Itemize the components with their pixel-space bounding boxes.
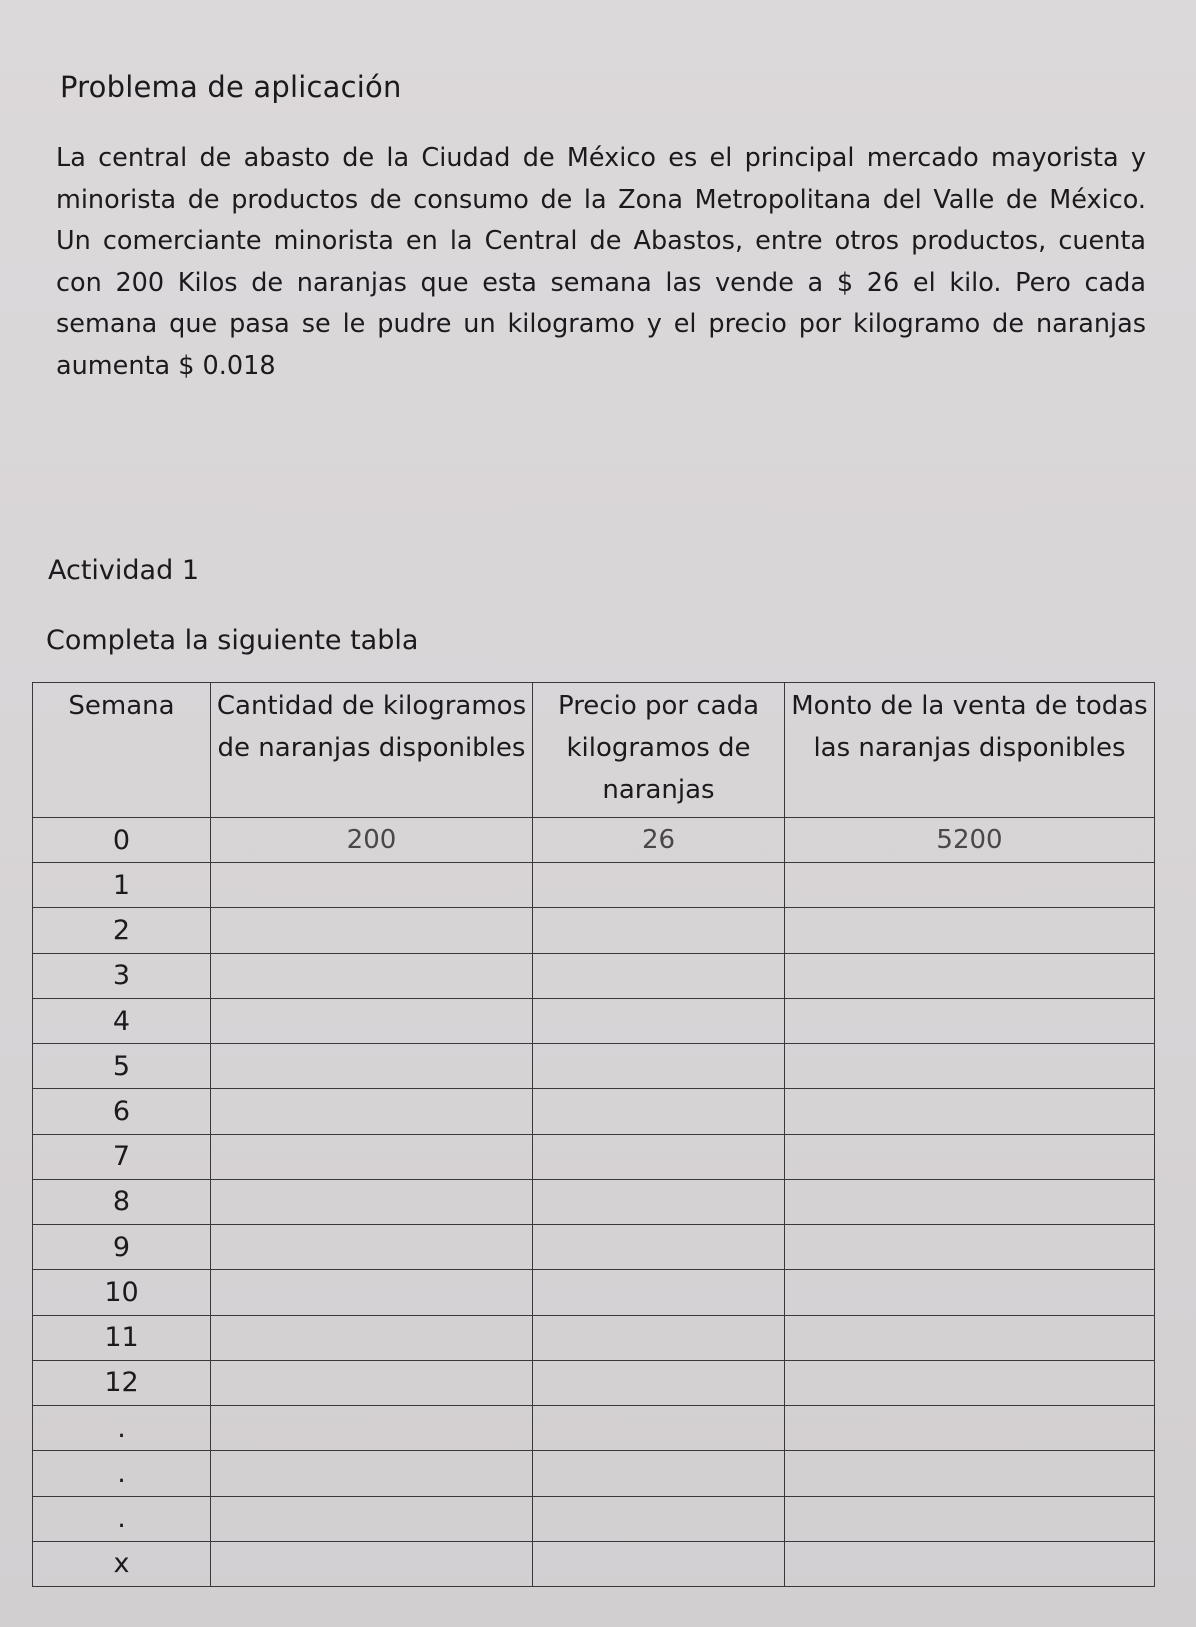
table-row	[33, 863, 1155, 908]
price-cell[interactable]	[533, 998, 785, 1043]
table-row	[33, 908, 1155, 953]
week-cell: 6	[33, 1089, 211, 1134]
price-cell[interactable]	[533, 1315, 785, 1360]
quantity-cell[interactable]	[211, 1225, 533, 1270]
table-row	[33, 953, 1155, 998]
quantity-cell[interactable]	[211, 1044, 533, 1089]
table-row	[33, 1044, 1155, 1089]
header-amount: Monto de la venta de todas las naranjas disponibles	[785, 683, 1155, 818]
week-cell: 2	[33, 908, 211, 953]
quantity-cell[interactable]: 200	[211, 818, 533, 863]
amount-cell[interactable]	[785, 908, 1155, 953]
header-week: Semana	[33, 683, 211, 818]
price-cell[interactable]	[533, 1451, 785, 1496]
quantity-cell[interactable]	[211, 1270, 533, 1315]
amount-cell[interactable]	[785, 1270, 1155, 1315]
table-header-row	[33, 683, 1155, 818]
week-cell: 12	[33, 1360, 211, 1405]
week-cell: .	[33, 1496, 211, 1541]
week-cell: 9	[33, 1225, 211, 1270]
quantity-cell[interactable]	[211, 908, 533, 953]
week-cell: 1	[33, 863, 211, 908]
amount-cell[interactable]	[785, 1089, 1155, 1134]
table-row	[33, 818, 1155, 863]
amount-cell[interactable]	[785, 863, 1155, 908]
week-cell: 10	[33, 1270, 211, 1315]
header-quantity: Cantidad de kilogramos de naranjas disponibles	[211, 683, 533, 818]
price-cell[interactable]	[533, 1541, 785, 1586]
quantity-cell[interactable]	[211, 1089, 533, 1134]
quantity-cell[interactable]	[211, 998, 533, 1043]
problem-statement: La central de abasto de la Ciudad de México es el principal mercado mayorista y minorista de productos de consumo de la Zona Metropolitana del Valle de México. Un comerciante minorista en la Central de Abastos, entre otros productos, cuenta con 200 Kilos de naranjas que esta semana las vende a $ 26 el kilo. Pero cada semana que pasa se le pudre un kilogramo y el precio por kilogramo de naranjas aumenta $ 0.018	[56, 143, 1146, 381]
price-cell[interactable]	[533, 1360, 785, 1405]
table-row	[33, 1360, 1155, 1405]
quantity-cell[interactable]	[211, 953, 533, 998]
amount-cell[interactable]	[785, 1451, 1155, 1496]
table-body	[33, 818, 1155, 1587]
week-cell: 11	[33, 1315, 211, 1360]
price-cell[interactable]	[533, 953, 785, 998]
quantity-cell[interactable]	[211, 1360, 533, 1405]
table-row	[33, 1270, 1155, 1315]
quantity-cell[interactable]	[211, 1315, 533, 1360]
amount-cell[interactable]	[785, 1225, 1155, 1270]
amount-cell[interactable]	[785, 1315, 1155, 1360]
price-cell[interactable]	[533, 1044, 785, 1089]
price-cell[interactable]	[533, 1225, 785, 1270]
quantity-cell[interactable]	[211, 1451, 533, 1496]
amount-cell[interactable]: 5200	[785, 818, 1155, 863]
table-row	[33, 1496, 1155, 1541]
week-cell: 4	[33, 998, 211, 1043]
problem-heading: Problema de aplicación	[60, 70, 402, 104]
activity-instruction: Completa la siguiente tabla	[46, 625, 419, 656]
amount-cell[interactable]	[785, 1360, 1155, 1405]
price-cell[interactable]	[533, 863, 785, 908]
amount-cell[interactable]	[785, 1541, 1155, 1586]
amount-cell[interactable]	[785, 1406, 1155, 1451]
amount-cell[interactable]	[785, 1134, 1155, 1179]
amount-cell[interactable]	[785, 1044, 1155, 1089]
table-row	[33, 1406, 1155, 1451]
table-row	[33, 1089, 1155, 1134]
price-cell[interactable]	[533, 1134, 785, 1179]
price-cell[interactable]	[533, 1089, 785, 1134]
amount-cell[interactable]	[785, 1496, 1155, 1541]
table-row	[33, 1451, 1155, 1496]
price-cell[interactable]	[533, 1496, 785, 1541]
table-row	[33, 998, 1155, 1043]
price-cell[interactable]	[533, 1270, 785, 1315]
week-cell: 8	[33, 1179, 211, 1224]
table-row	[33, 1225, 1155, 1270]
table-row	[33, 1179, 1155, 1224]
quantity-cell[interactable]	[211, 1406, 533, 1451]
header-price: Precio por cada kilogramos de naranjas	[533, 683, 785, 818]
exercise-table	[32, 682, 1155, 1587]
price-cell[interactable]	[533, 1406, 785, 1451]
week-cell: .	[33, 1451, 211, 1496]
table-row	[33, 1541, 1155, 1586]
week-cell: 3	[33, 953, 211, 998]
price-cell[interactable]	[533, 908, 785, 953]
quantity-cell[interactable]	[211, 1179, 533, 1224]
week-cell: .	[33, 1406, 211, 1451]
week-cell: 7	[33, 1134, 211, 1179]
week-cell: 0	[33, 818, 211, 863]
amount-cell[interactable]	[785, 998, 1155, 1043]
price-cell[interactable]	[533, 1179, 785, 1224]
week-cell: x	[33, 1541, 211, 1586]
quantity-cell[interactable]	[211, 1541, 533, 1586]
activity-title: Actividad 1	[48, 555, 199, 586]
table-row	[33, 1315, 1155, 1360]
amount-cell[interactable]	[785, 953, 1155, 998]
amount-cell[interactable]	[785, 1179, 1155, 1224]
table-row	[33, 1134, 1155, 1179]
week-cell: 5	[33, 1044, 211, 1089]
quantity-cell[interactable]	[211, 1134, 533, 1179]
price-cell[interactable]: 26	[533, 818, 785, 863]
quantity-cell[interactable]	[211, 1496, 533, 1541]
quantity-cell[interactable]	[211, 863, 533, 908]
